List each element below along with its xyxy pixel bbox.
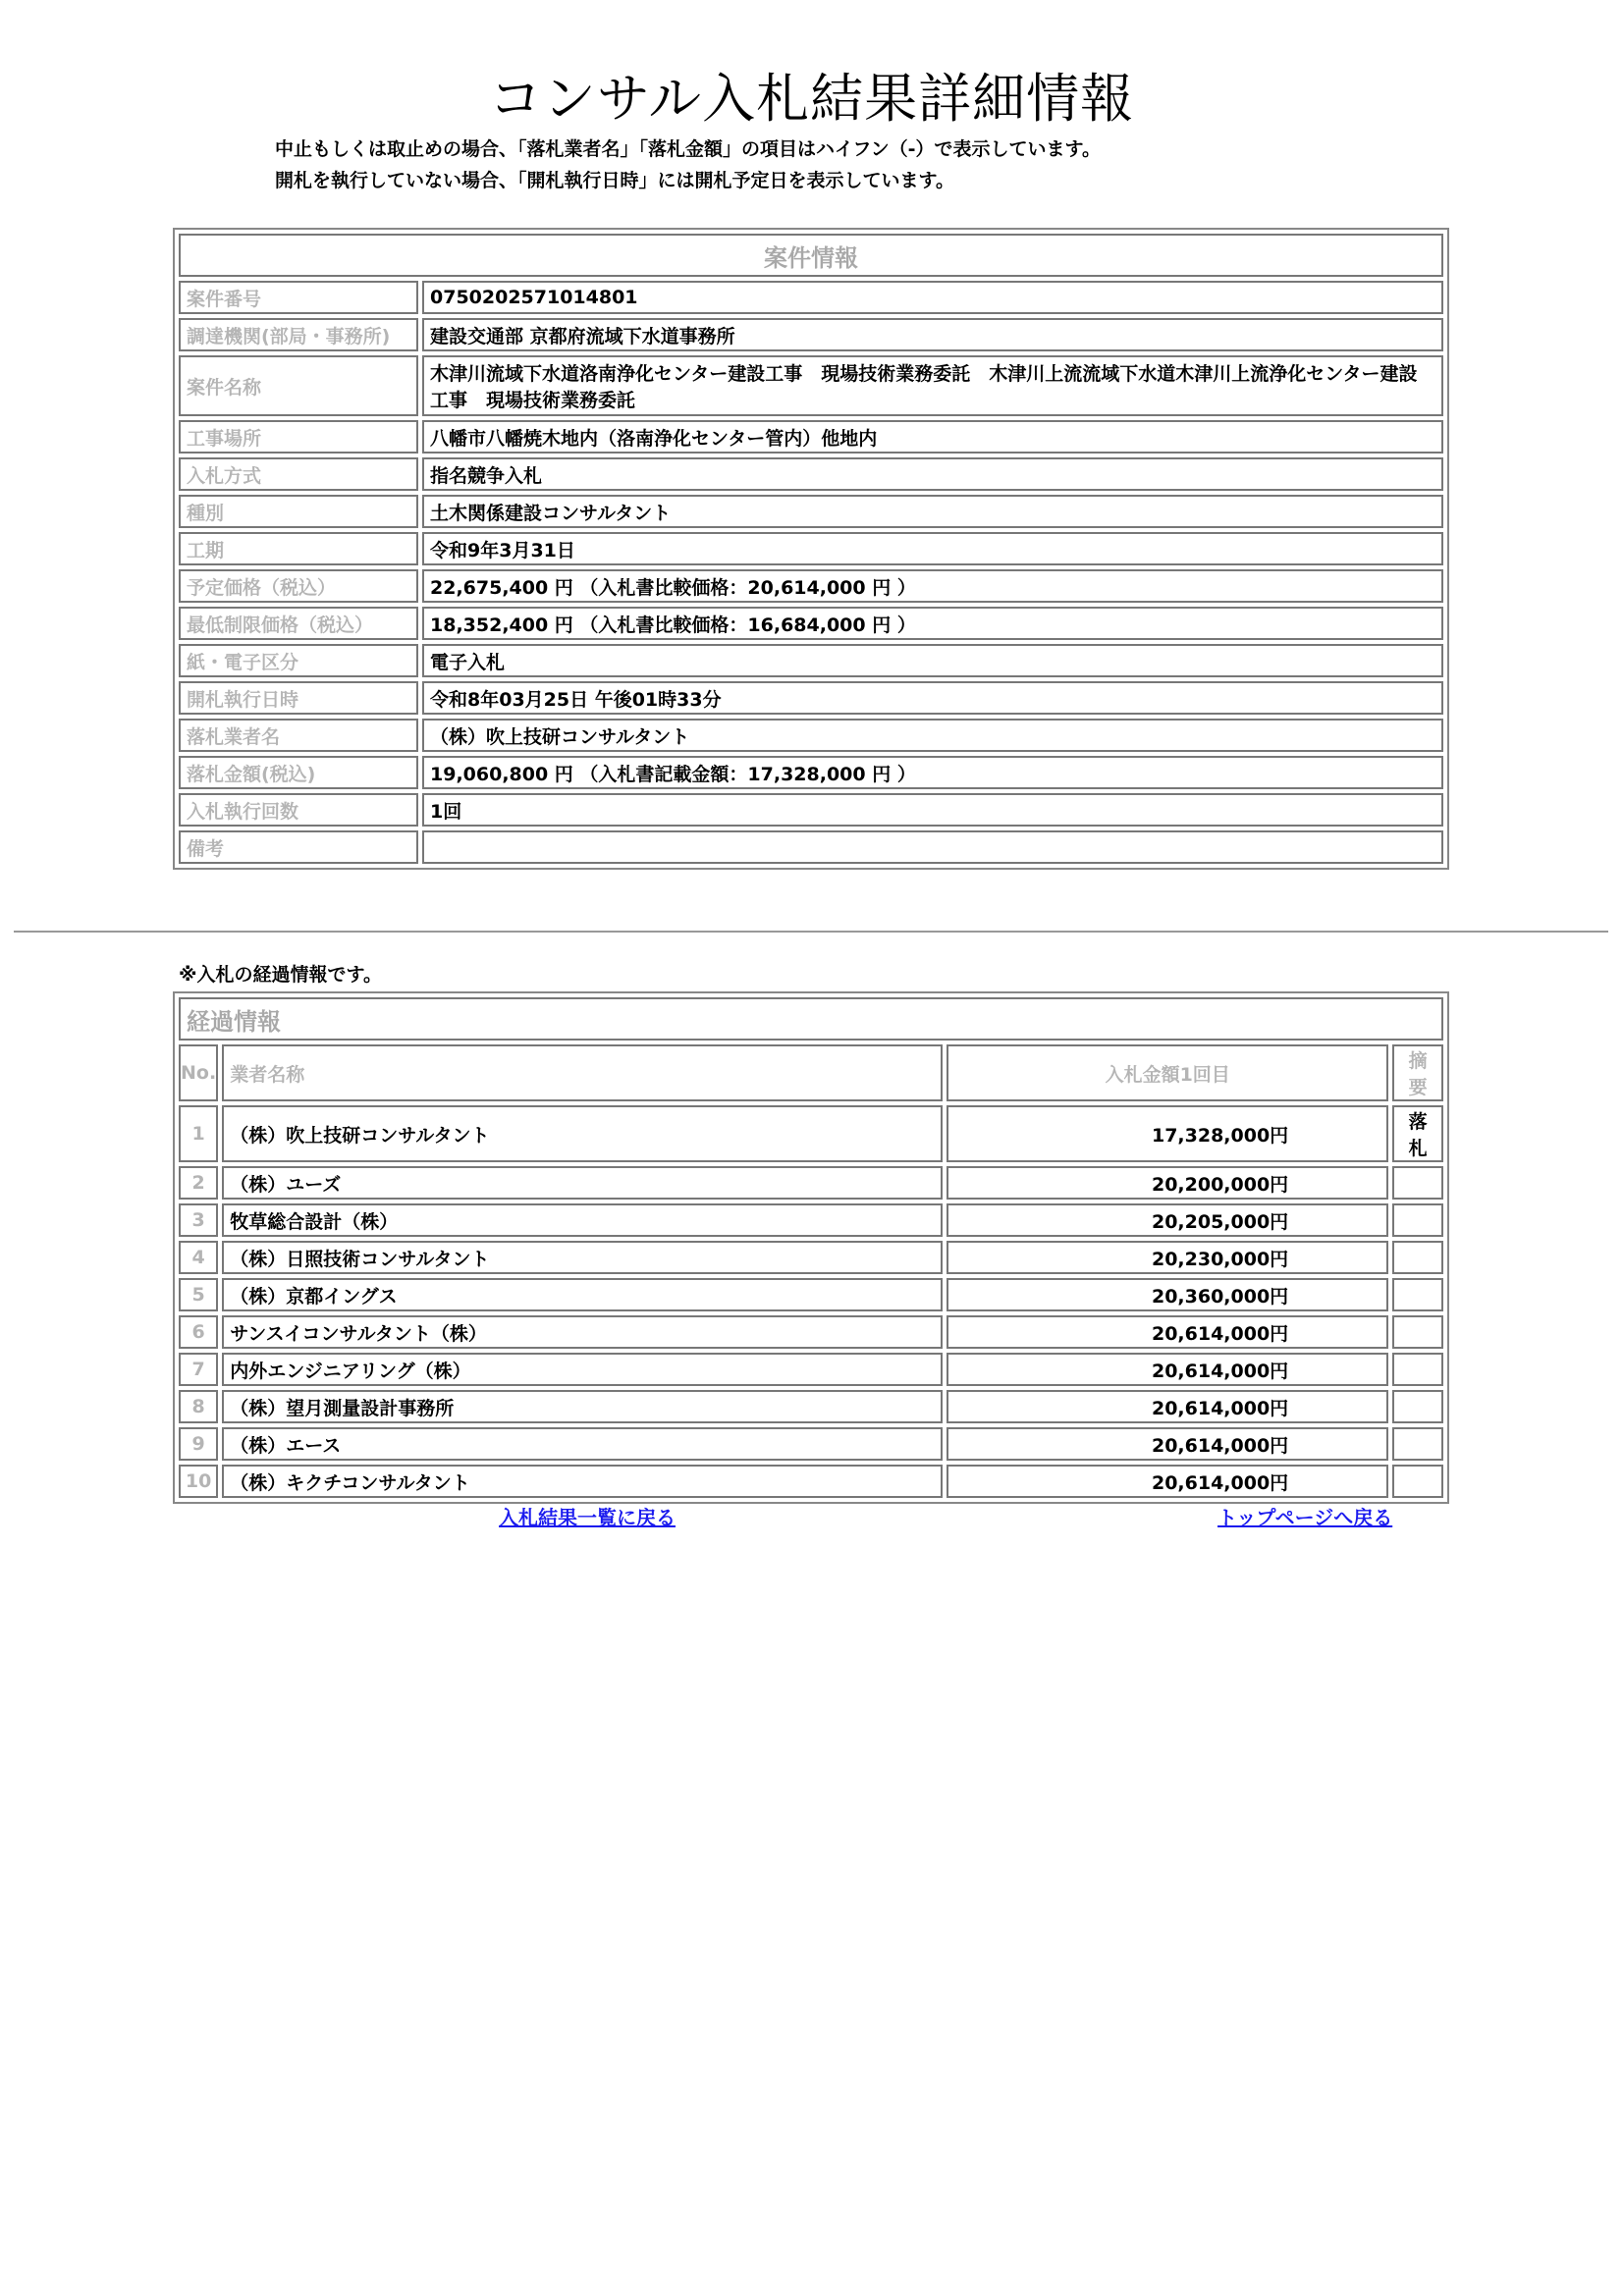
page-title: コンサル入札結果詳細情報 xyxy=(488,68,1135,130)
row-remark xyxy=(1392,1427,1443,1461)
back-to-list-link[interactable]: 入札結果一覧に戻る xyxy=(499,1506,676,1529)
table-row xyxy=(179,1166,1443,1200)
row-name: （株）日照技術コンサルタント xyxy=(222,1241,943,1274)
top-page-link[interactable]: トップページへ戻る xyxy=(1217,1506,1393,1529)
row-amount: 20,614,000円 xyxy=(947,1427,1388,1461)
case-info-row xyxy=(179,457,1443,491)
row-no: 4 xyxy=(179,1241,218,1274)
table-row xyxy=(179,1241,1443,1274)
case-info-value: 1回 xyxy=(422,793,1443,827)
row-amount: 20,614,000円 xyxy=(947,1315,1388,1349)
progress-caption: 経過情報 xyxy=(179,997,1443,1041)
row-amount: 20,360,000円 xyxy=(947,1278,1388,1311)
note-line: 中止もしくは取止めの場合、「落札業者名」「落札金額」の項目はハイフン（-）で表示しています。 xyxy=(275,138,1102,160)
case-info-value: 八幡市八幡焼木地内（洛南浄化センター管内）他地内 xyxy=(422,420,1443,454)
row-no: 7 xyxy=(179,1353,218,1386)
row-no: 8 xyxy=(179,1390,218,1423)
case-info-row xyxy=(179,719,1443,752)
case-info-value: 建設交通部 京都府流域下水道事務所 xyxy=(422,318,1443,351)
case-info-row xyxy=(179,495,1443,528)
case-info-label: 開札執行日時 xyxy=(179,681,418,715)
row-remark xyxy=(1392,1166,1443,1200)
case-info-value: （株）吹上技研コンサルタント xyxy=(422,719,1443,752)
table-row xyxy=(179,1315,1443,1349)
case-info-label: 案件名称 xyxy=(179,355,418,416)
case-info-value: 電子入札 xyxy=(422,644,1443,677)
section-divider xyxy=(14,931,1608,933)
note-line: 開札を執行していない場合、「開札執行日時」には開札予定日を表示しています。 xyxy=(275,170,954,191)
case-info-label: 調達機関(部局・事務所) xyxy=(179,318,418,351)
row-name: （株）京都イングス xyxy=(222,1278,943,1311)
row-no: 2 xyxy=(179,1166,218,1200)
progress-note: ※入札の経過情報です。 xyxy=(179,964,382,986)
row-name: （株）吹上技研コンサルタント xyxy=(222,1105,943,1162)
case-info-label: 備考 xyxy=(179,830,418,864)
case-info-row xyxy=(179,532,1443,565)
case-info-row xyxy=(179,793,1443,827)
case-info-row xyxy=(179,681,1443,715)
row-name: （株）エース xyxy=(222,1427,943,1461)
case-info-label: 種別 xyxy=(179,495,418,528)
case-info-caption: 案件情報 xyxy=(179,234,1443,277)
case-info-value: 令和9年3月31日 xyxy=(422,532,1443,565)
row-no: 1 xyxy=(179,1105,218,1162)
case-info-row xyxy=(179,569,1443,603)
row-name: （株）キクチコンサルタント xyxy=(222,1465,943,1498)
case-info-label: 落札業者名 xyxy=(179,719,418,752)
case-info-value: 令和8年03月25日 午後01時33分 xyxy=(422,681,1443,715)
row-no: 5 xyxy=(179,1278,218,1311)
row-name: サンスイコンサルタント（株） xyxy=(222,1315,943,1349)
case-info-label: 予定価格（税込） xyxy=(179,569,418,603)
case-info-row xyxy=(179,607,1443,640)
table-row xyxy=(179,1203,1443,1237)
case-info-value: 0750202571014801 xyxy=(422,281,1443,314)
row-remark: 落札 xyxy=(1392,1105,1443,1162)
case-info-label: 紙・電子区分 xyxy=(179,644,418,677)
header-amount: 入札金額1回目 xyxy=(947,1044,1388,1101)
row-amount: 20,614,000円 xyxy=(947,1465,1388,1498)
row-name: 内外エンジニアリング（株） xyxy=(222,1353,943,1386)
case-info-label: 工事場所 xyxy=(179,420,418,454)
row-no: 10 xyxy=(179,1465,218,1498)
case-info-label: 案件番号 xyxy=(179,281,418,314)
row-amount: 20,614,000円 xyxy=(947,1390,1388,1423)
table-row xyxy=(179,1465,1443,1498)
case-info-value: 18,352,400 円 （入札書比較価格：16,684,000 円 ） xyxy=(422,607,1443,640)
case-info-value: 指名競争入札 xyxy=(422,457,1443,491)
top-page-wrap xyxy=(1217,1502,1392,1530)
case-info-label: 落札金額(税込) xyxy=(179,756,418,789)
row-remark xyxy=(1392,1465,1443,1498)
case-info-row xyxy=(179,420,1443,454)
back-to-list-wrap xyxy=(499,1502,676,1530)
row-remark xyxy=(1392,1278,1443,1311)
case-info-row xyxy=(179,756,1443,789)
row-amount: 20,205,000円 xyxy=(947,1203,1388,1237)
case-info-value: 22,675,400 円 （入札書比較価格：20,614,000 円 ） xyxy=(422,569,1443,603)
case-info-row xyxy=(179,355,1443,416)
row-amount: 20,614,000円 xyxy=(947,1353,1388,1386)
table-row xyxy=(179,1353,1443,1386)
header-remark: 摘要 xyxy=(1392,1044,1443,1101)
case-info-value: 木津川流域下水道洛南浄化センター建設工事 現場技術業務委託 木津川上流流域下水道木津川上流浄化センター建設工事 現場技術業務委託 xyxy=(422,355,1443,416)
row-remark xyxy=(1392,1241,1443,1274)
table-row xyxy=(179,1427,1443,1461)
case-info-label: 入札執行回数 xyxy=(179,793,418,827)
table-row xyxy=(179,1390,1443,1423)
row-name: 牧草総合設計（株） xyxy=(222,1203,943,1237)
case-info-row xyxy=(179,281,1443,314)
case-info-row xyxy=(179,830,1443,864)
row-amount: 20,230,000円 xyxy=(947,1241,1388,1274)
case-info-value: 土木関係建設コンサルタント xyxy=(422,495,1443,528)
case-info-label: 最低制限価格（税込） xyxy=(179,607,418,640)
row-remark xyxy=(1392,1390,1443,1423)
row-no: 3 xyxy=(179,1203,218,1237)
case-info-value: 19,060,800 円 （入札書記載金額：17,328,000 円 ） xyxy=(422,756,1443,789)
row-no: 9 xyxy=(179,1427,218,1461)
row-amount: 17,328,000円 xyxy=(947,1105,1388,1162)
notes xyxy=(275,133,1101,196)
header-name: 業者名称 xyxy=(222,1044,943,1101)
case-info-row xyxy=(179,318,1443,351)
case-info-label: 工期 xyxy=(179,532,418,565)
row-name: （株）ユーズ xyxy=(222,1166,943,1200)
table-row xyxy=(179,1105,1443,1162)
case-info-row xyxy=(179,644,1443,677)
progress-table xyxy=(173,991,1449,1504)
row-amount: 20,200,000円 xyxy=(947,1166,1388,1200)
row-name: （株）望月測量設計事務所 xyxy=(222,1390,943,1423)
case-info-value xyxy=(422,830,1443,864)
row-remark xyxy=(1392,1315,1443,1349)
row-no: 6 xyxy=(179,1315,218,1349)
case-info-label: 入札方式 xyxy=(179,457,418,491)
row-remark xyxy=(1392,1353,1443,1386)
progress-header-row xyxy=(179,1044,1443,1101)
header-no: No. xyxy=(179,1044,218,1101)
table-row xyxy=(179,1278,1443,1311)
row-remark xyxy=(1392,1203,1443,1237)
case-info-table xyxy=(173,228,1449,870)
